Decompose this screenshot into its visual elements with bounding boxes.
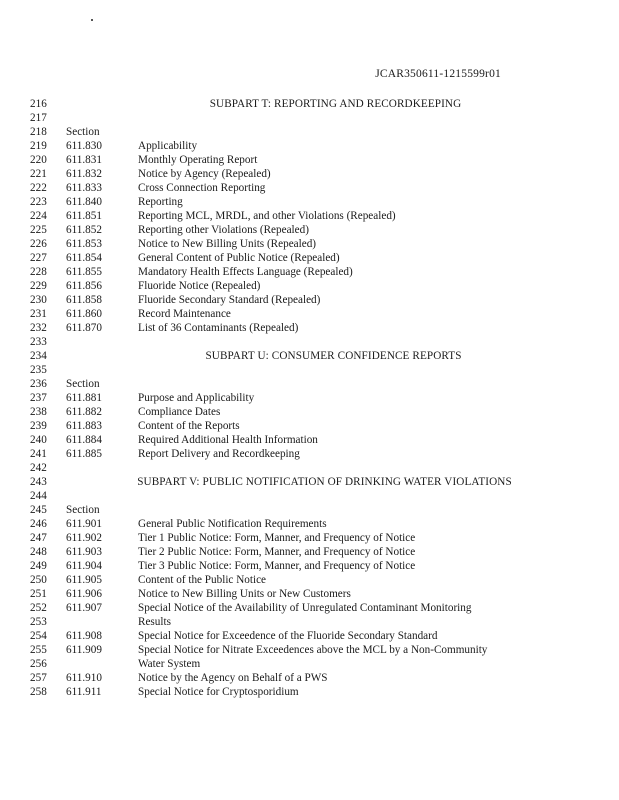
- document-line: [0, 293, 619, 307]
- section-number: 611.833: [66, 182, 102, 194]
- document-line: [0, 615, 619, 629]
- document-id: JCAR350611-1215599r01: [375, 68, 501, 80]
- line-number: 255: [30, 644, 47, 656]
- section-title: Purpose and Applicability: [138, 392, 255, 404]
- section-title: Record Maintenance: [138, 308, 231, 320]
- section-title: Special Notice for Cryptosporidium: [138, 686, 299, 698]
- document-line: [0, 181, 619, 195]
- line-number: 219: [30, 140, 47, 152]
- line-number: 226: [30, 238, 47, 250]
- section-title: Reporting other Violations (Repealed): [138, 224, 309, 236]
- document-line: [0, 209, 619, 223]
- section-number: 611.906: [66, 588, 102, 600]
- document-line: [0, 349, 619, 363]
- line-number: 252: [30, 602, 47, 614]
- document-line: [0, 335, 619, 349]
- section-title: List of 36 Contaminants (Repealed): [138, 322, 299, 334]
- document-line: [0, 657, 619, 671]
- section-number: 611.881: [66, 392, 102, 404]
- line-number: 229: [30, 280, 47, 292]
- line-number: 227: [30, 252, 47, 264]
- line-number: 242: [30, 462, 47, 474]
- section-number: 611.885: [66, 448, 102, 460]
- line-number: 257: [30, 672, 47, 684]
- section-number: 611.911: [66, 686, 102, 698]
- line-number: 241: [30, 448, 47, 460]
- line-number: 237: [30, 392, 47, 404]
- document-line: [0, 167, 619, 181]
- line-number: 238: [30, 406, 47, 418]
- document-line: [0, 307, 619, 321]
- section-title: Compliance Dates: [138, 406, 221, 418]
- document-line: [0, 321, 619, 335]
- line-number: 225: [30, 224, 47, 236]
- line-number: 223: [30, 196, 47, 208]
- document-line: [0, 125, 619, 139]
- line-number: 254: [30, 630, 47, 642]
- document-line: [0, 153, 619, 167]
- section-column-label: Section: [66, 378, 100, 390]
- scan-speck: [91, 19, 93, 21]
- document-line: [0, 461, 619, 475]
- section-title: Fluoride Notice (Repealed): [138, 280, 261, 292]
- section-number: 611.904: [66, 560, 102, 572]
- section-title: Reporting MCL, MRDL, and other Violations (Repealed): [138, 210, 396, 222]
- line-number: 216: [30, 98, 47, 110]
- section-title: Special Notice for Nitrate Exceedences above the MCL by a Non-Community: [138, 644, 488, 656]
- line-number: 221: [30, 168, 47, 180]
- document-line: [0, 545, 619, 559]
- document-line: [0, 447, 619, 461]
- line-number: 235: [30, 364, 47, 376]
- section-number: 611.832: [66, 168, 102, 180]
- section-number: 611.851: [66, 210, 102, 222]
- section-title: Notice to New Billing Units or New Customers: [138, 588, 351, 600]
- line-number: 234: [30, 350, 47, 362]
- line-number: 232: [30, 322, 47, 334]
- line-number: 249: [30, 560, 47, 572]
- line-number: 247: [30, 532, 47, 544]
- subpart-heading: SUBPART T: REPORTING AND RECORDKEEPING: [209, 98, 462, 110]
- line-number: 218: [30, 126, 47, 138]
- line-number: 246: [30, 518, 47, 530]
- line-number: 228: [30, 266, 47, 278]
- section-number: 611.858: [66, 294, 102, 306]
- document-line: [0, 251, 619, 265]
- section-number: 611.856: [66, 280, 102, 292]
- section-title: Special Notice of the Availability of Unregulated Contaminant Monitoring: [138, 602, 472, 614]
- document-line: [0, 643, 619, 657]
- subpart-heading: SUBPART V: PUBLIC NOTIFICATION OF DRINKING WATER VIOLATIONS: [137, 476, 512, 488]
- line-number: 248: [30, 546, 47, 558]
- document-line: [0, 237, 619, 251]
- section-number: 611.882: [66, 406, 102, 418]
- document-line: [0, 503, 619, 517]
- line-number: 231: [30, 308, 47, 320]
- section-column-label: Section: [66, 126, 100, 138]
- line-number: 236: [30, 378, 47, 390]
- section-number: 611.907: [66, 602, 102, 614]
- document-line: [0, 517, 619, 531]
- line-number: 239: [30, 420, 47, 432]
- document-line: [0, 223, 619, 237]
- section-number: 611.903: [66, 546, 102, 558]
- section-title: Reporting: [138, 196, 183, 208]
- document-line: [0, 531, 619, 545]
- section-title: Report Delivery and Recordkeeping: [138, 448, 300, 460]
- line-number: 258: [30, 686, 47, 698]
- document-line: [0, 671, 619, 685]
- document-line: [0, 559, 619, 573]
- subpart-heading: SUBPART U: CONSUMER CONFIDENCE REPORTS: [205, 350, 462, 362]
- section-number: 611.854: [66, 252, 102, 264]
- section-title: Cross Connection Reporting: [138, 182, 266, 194]
- section-title-continuation: Results: [138, 616, 171, 628]
- section-number: 611.908: [66, 630, 102, 642]
- section-title: Required Additional Health Information: [138, 434, 318, 446]
- line-number: 230: [30, 294, 47, 306]
- section-number: 611.830: [66, 140, 102, 152]
- section-title: General Public Notification Requirements: [138, 518, 327, 530]
- document-line: [0, 601, 619, 615]
- section-title: Mandatory Health Effects Language (Repealed): [138, 266, 353, 278]
- section-number: 611.870: [66, 322, 102, 334]
- section-number: 611.905: [66, 574, 102, 586]
- section-title: General Content of Public Notice (Repealed): [138, 252, 340, 264]
- document-line: [0, 195, 619, 209]
- section-number: 611.855: [66, 266, 102, 278]
- table-of-contents: [0, 97, 619, 699]
- document-line: [0, 97, 619, 111]
- document-line: [0, 433, 619, 447]
- line-number: 244: [30, 490, 47, 502]
- section-number: 611.884: [66, 434, 102, 446]
- line-number: 222: [30, 182, 47, 194]
- document-line: [0, 489, 619, 503]
- section-number: 611.910: [66, 672, 102, 684]
- section-column-label: Section: [66, 504, 100, 516]
- document-line: [0, 405, 619, 419]
- line-number: 245: [30, 504, 47, 516]
- document-line: [0, 629, 619, 643]
- section-number: 611.831: [66, 154, 102, 166]
- section-title: Tier 3 Public Notice: Form, Manner, and Frequency of Notice: [138, 560, 416, 572]
- section-title: Content of the Reports: [138, 420, 240, 432]
- line-number: 256: [30, 658, 47, 670]
- line-number: 224: [30, 210, 47, 222]
- section-number: 611.901: [66, 518, 102, 530]
- line-number: 250: [30, 574, 47, 586]
- document-line: [0, 685, 619, 699]
- section-title: Fluoride Secondary Standard (Repealed): [138, 294, 321, 306]
- section-number: 611.852: [66, 224, 102, 236]
- section-title-continuation: Water System: [138, 658, 201, 670]
- section-title: Monthly Operating Report: [138, 154, 258, 166]
- section-number: 611.883: [66, 420, 102, 432]
- document-line: [0, 363, 619, 377]
- document-line: [0, 475, 619, 489]
- line-number: 217: [30, 112, 47, 124]
- document-line: [0, 391, 619, 405]
- section-number: 611.840: [66, 196, 102, 208]
- line-number: 253: [30, 616, 47, 628]
- document-line: [0, 587, 619, 601]
- section-number: 611.860: [66, 308, 102, 320]
- section-title: Notice to New Billing Units (Repealed): [138, 238, 317, 250]
- document-line: [0, 377, 619, 391]
- line-number: 240: [30, 434, 47, 446]
- document-line: [0, 573, 619, 587]
- section-title: Notice by the Agency on Behalf of a PWS: [138, 672, 328, 684]
- section-title: Notice by Agency (Repealed): [138, 168, 271, 180]
- document-line: [0, 139, 619, 153]
- line-number: 251: [30, 588, 47, 600]
- section-number: 611.853: [66, 238, 102, 250]
- document-line: [0, 265, 619, 279]
- line-number: 243: [30, 476, 47, 488]
- section-title: Tier 2 Public Notice: Form, Manner, and Frequency of Notice: [138, 546, 416, 558]
- document-line: [0, 419, 619, 433]
- section-number: 611.902: [66, 532, 102, 544]
- document-line: [0, 279, 619, 293]
- line-number: 233: [30, 336, 47, 348]
- section-title: Tier 1 Public Notice: Form, Manner, and Frequency of Notice: [138, 532, 416, 544]
- section-title: Content of the Public Notice: [138, 574, 267, 586]
- section-title: Applicability: [138, 140, 198, 152]
- line-number: 220: [30, 154, 47, 166]
- section-number: 611.909: [66, 644, 102, 656]
- section-title: Special Notice for Exceedence of the Fluoride Secondary Standard: [138, 630, 438, 642]
- document-line: [0, 111, 619, 125]
